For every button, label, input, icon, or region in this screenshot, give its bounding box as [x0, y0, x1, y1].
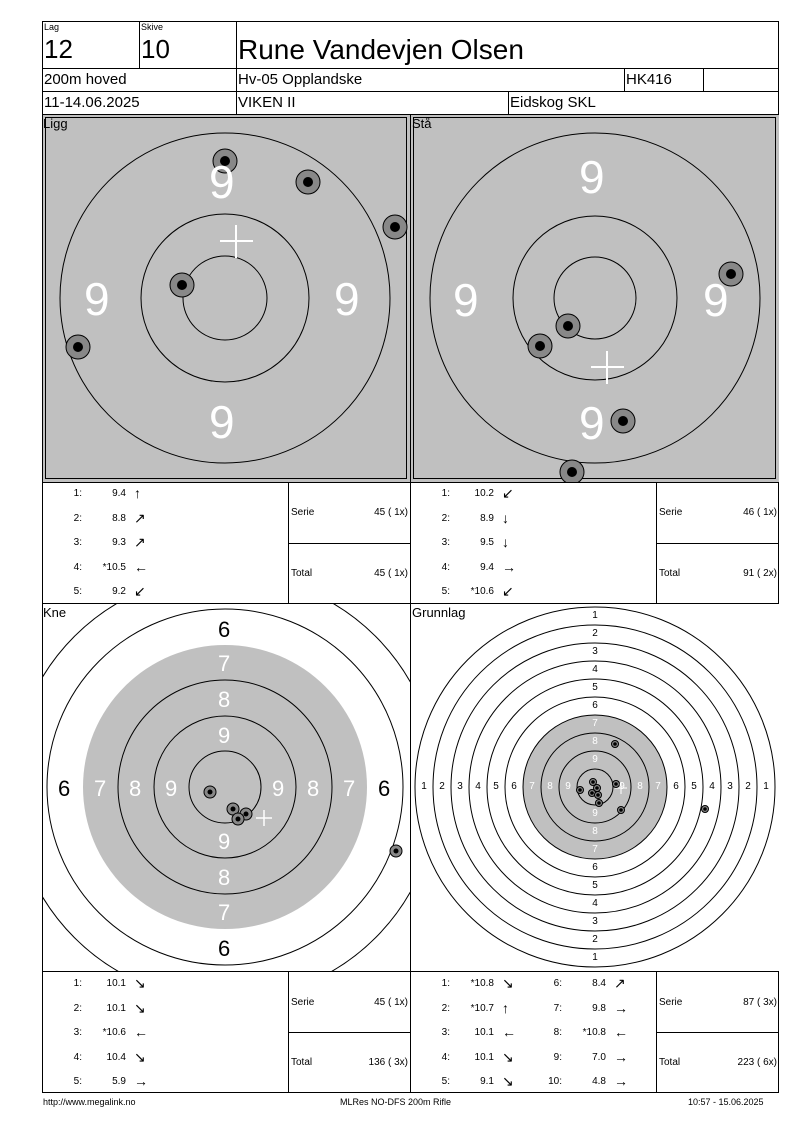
grunnlag-ring-label-1-top: 1 [592, 610, 598, 621]
kne-title: Kne [43, 605, 67, 620]
shot-hole [577, 787, 584, 794]
total-label: Total [291, 568, 313, 579]
shot-number: 2: [73, 1002, 82, 1014]
shot-score: 9.4 [112, 488, 126, 499]
shot-direction-icon: ↙ [502, 583, 514, 599]
grunnlag-ring-label-1-bottom: 1 [592, 952, 598, 963]
shot-score: 10.1 [474, 1027, 494, 1038]
staa-ring-label-bottom: 9 [579, 397, 605, 449]
shot-score: *10.6 [102, 1027, 126, 1038]
grunnlag-ring-label-4-top: 4 [592, 664, 598, 675]
grunnlag-ring-label-7-top: 7 [592, 718, 598, 729]
total-label: Total [659, 1057, 681, 1068]
grunnlag-ring-label-5-right: 5 [691, 781, 697, 792]
shot-score: 8.8 [112, 512, 126, 524]
shot-direction-icon: ↘ [134, 1048, 146, 1065]
staa-ring-label-left: 9 [453, 274, 479, 326]
shot-score: *10.6 [470, 586, 494, 597]
grunnlag-ring-label-9-left: 9 [565, 781, 571, 792]
shot-score: *10.8 [470, 978, 494, 989]
lag-value: 12 [44, 34, 73, 64]
shot-number: 4: [73, 1051, 82, 1063]
footer-timestamp: 10:57 - 15.06.2025 [688, 1097, 764, 1107]
event-name: 200m hoved [44, 71, 127, 88]
club-name: Hv-05 Opplandske [238, 71, 363, 88]
shot-number: 5: [73, 1076, 82, 1087]
shot-score: 8.9 [480, 512, 494, 524]
shot-number: 6: [553, 978, 562, 989]
kne-label-7-right: 7 [343, 776, 356, 801]
shot-direction-icon: ← [134, 558, 148, 575]
kne-label-9-left: 9 [165, 776, 178, 801]
shot-direction-icon: ← [502, 1024, 516, 1040]
serie-value: 46 ( 1x) [743, 507, 777, 518]
shot-number: 3: [73, 1027, 82, 1038]
event-dates: 11-14.06.2025 [44, 94, 140, 111]
shot-score: 7.0 [592, 1051, 606, 1063]
shot-direction-icon: → [614, 1048, 628, 1065]
shot-hole [618, 807, 625, 814]
grunnlag-ring-label-4-right: 4 [709, 781, 715, 792]
team-name: VIKEN II [238, 94, 296, 111]
shot-score: 10.1 [474, 1051, 494, 1063]
staa-title: Stå [412, 116, 432, 131]
shot-direction-icon: ↓ [502, 509, 509, 526]
serie-value: 87 ( 3x) [743, 997, 777, 1008]
kne-label-8-left: 8 [129, 776, 142, 801]
ligg-title: Ligg [43, 116, 68, 131]
shot-number: 8: [553, 1027, 562, 1038]
shot-number: 4: [441, 561, 450, 573]
grunnlag-ring-label-4-left: 4 [475, 781, 481, 792]
kne-label-7-left: 7 [94, 776, 107, 801]
footer-program: MLRes NO-DFS 200m Rifle [340, 1097, 452, 1107]
shot-direction-icon: ← [614, 1024, 628, 1040]
shot-number: 4: [73, 561, 82, 573]
grunnlag-ring-label-6-bottom: 6 [592, 862, 598, 873]
shot-direction-icon: ← [134, 1024, 148, 1040]
kne-label-8-top: 8 [218, 687, 231, 712]
kne-label-8-right: 8 [307, 776, 320, 801]
grunnlag-ring-label-2-right: 2 [745, 781, 751, 792]
shot-number: 5: [73, 586, 82, 597]
shot-direction-icon: ↘ [502, 1048, 514, 1065]
shot-number: 1: [441, 488, 450, 499]
shot-direction-icon: ↗ [614, 975, 626, 991]
kne-label-9-top: 9 [218, 723, 231, 748]
shot-direction-icon: ↓ [502, 534, 509, 550]
shot-direction-icon: ↘ [134, 999, 146, 1016]
staa-ring-label-top: 9 [579, 151, 605, 203]
shot-score: 5.9 [112, 1076, 126, 1087]
grunnlag-ring-label-9-top: 9 [592, 754, 598, 765]
shot-number: 9: [553, 1051, 562, 1063]
grunnlag-title: Grunnlag [412, 605, 466, 620]
grunnlag-ring-label-5-top: 5 [592, 682, 598, 693]
grunnlag-ring-label-2-left: 2 [439, 781, 445, 792]
kne-label-6-left: 6 [58, 776, 71, 801]
shot-direction-icon: ↘ [134, 975, 146, 991]
shot-direction-icon: ↑ [134, 485, 141, 501]
shot-score: *10.7 [470, 1002, 494, 1014]
shot-score: 10.1 [106, 978, 126, 989]
grunnlag-ring-label-7-left: 7 [529, 781, 535, 792]
grunnlag-ring-label-7-bottom: 7 [592, 844, 598, 855]
serie-value: 45 ( 1x) [374, 997, 408, 1008]
shot-score: 8.4 [592, 978, 606, 989]
shot-direction-icon: → [134, 1073, 148, 1089]
shot-hole [595, 792, 602, 799]
shot-score: 9.5 [480, 537, 494, 548]
shot-direction-icon: ↘ [502, 1073, 514, 1089]
shot-hole [702, 806, 709, 813]
shot-score: 10.2 [474, 488, 494, 499]
shot-number: 2: [441, 1002, 450, 1014]
grunnlag-ring-label-1-left: 1 [421, 781, 427, 792]
shot-direction-icon: ↘ [502, 975, 514, 991]
staa-ring-label-right: 9 [703, 274, 729, 326]
footer-url[interactable]: http://www.megalink.no [43, 1097, 136, 1107]
kne-label-9-right: 9 [272, 776, 285, 801]
grunnlag-ring-label-2-bottom: 2 [592, 934, 598, 945]
kne-label-6-top: 6 [218, 617, 231, 642]
shot-score: 9.4 [480, 561, 494, 573]
serie-label: Serie [659, 997, 683, 1008]
grunnlag-ring-label-3-bottom: 3 [592, 916, 598, 927]
shot-score: 9.8 [592, 1002, 606, 1014]
shot-direction-icon: → [614, 999, 628, 1016]
shot-direction-icon: ↗ [134, 509, 146, 526]
grunnlag-ring-label-2-top: 2 [592, 628, 598, 639]
skive-label: Skive [141, 22, 164, 32]
grunnlag-ring-label-3-top: 3 [592, 646, 598, 657]
shot-number: 2: [73, 512, 82, 524]
grunnlag-ring-label-1-right: 1 [763, 781, 769, 792]
shot-number: 1: [441, 978, 450, 989]
shot-score: *10.8 [582, 1027, 606, 1038]
shot-direction-icon: ↙ [502, 485, 514, 501]
shot-score: 9.2 [112, 586, 126, 597]
shot-score: 10.4 [106, 1051, 126, 1063]
grunnlag-ring-label-9-right: 9 [619, 781, 625, 792]
shot-score: 4.8 [592, 1076, 606, 1087]
total-label: Total [291, 1057, 313, 1068]
shot-number: 3: [441, 537, 450, 548]
shot-hole [596, 800, 603, 807]
kne-label-8-bottom: 8 [218, 865, 231, 890]
grunnlag-ring-label-5-left: 5 [493, 781, 499, 792]
grunnlag-ring-label-5-bottom: 5 [592, 880, 598, 891]
shot-score: *10.5 [102, 561, 126, 573]
grunnlag-ring-label-3-left: 3 [457, 781, 463, 792]
total-label: Total [659, 568, 681, 579]
total-value: 136 ( 3x) [368, 1057, 408, 1068]
kne-label-6-right: 6 [378, 776, 391, 801]
ligg-ring-label-right: 9 [334, 273, 360, 325]
range-name: Eidskog SKL [510, 94, 596, 111]
grunnlag-ring-label-8-left: 8 [547, 781, 553, 792]
kne-label-7-bottom: 7 [218, 900, 231, 925]
serie-label: Serie [659, 507, 683, 518]
grunnlag-ring-label-7-right: 7 [655, 781, 661, 792]
kne-label-6-bottom: 6 [218, 936, 231, 961]
shot-number: 4: [441, 1051, 450, 1063]
shot-direction-icon: ↑ [502, 999, 509, 1016]
shot-score: 9.1 [480, 1076, 494, 1087]
ligg-ring-label-top: 9 [209, 156, 235, 208]
shot-score: 9.3 [112, 537, 126, 548]
grunnlag-ring-label-8-top: 8 [592, 736, 598, 747]
total-value: 223 ( 6x) [737, 1057, 777, 1068]
grunnlag-ring-label-4-bottom: 4 [592, 898, 598, 909]
skive-value: 10 [141, 34, 170, 64]
serie-value: 45 ( 1x) [374, 507, 408, 518]
ligg-ring-label-bottom: 9 [209, 396, 235, 448]
shot-direction-icon: ↙ [134, 583, 146, 599]
shot-direction-icon: → [502, 558, 516, 575]
shot-direction-icon: → [614, 1073, 628, 1089]
serie-label: Serie [291, 507, 315, 518]
grunnlag-ring-label-8-right: 8 [637, 781, 643, 792]
shot-number: 2: [441, 512, 450, 524]
shot-number: 3: [73, 537, 82, 548]
grunnlag-ring-label-6-right: 6 [673, 781, 679, 792]
shot-number: 10: [548, 1076, 562, 1087]
ligg-ring-label-left: 9 [84, 273, 110, 325]
weapon-name: HK416 [626, 71, 672, 88]
shot-number: 1: [73, 978, 82, 989]
kne-label-7-top: 7 [218, 651, 231, 676]
shot-number: 5: [441, 1076, 450, 1087]
total-value: 45 ( 1x) [374, 568, 408, 579]
serie-label: Serie [291, 997, 315, 1008]
shot-number: 1: [73, 488, 82, 499]
grunnlag-ring-label-3-right: 3 [727, 781, 733, 792]
shot-score: 10.1 [106, 1002, 126, 1014]
kne-label-9-bottom: 9 [218, 829, 231, 854]
shooter-name: Rune Vandevjen Olsen [238, 34, 524, 65]
grunnlag-ring-label-6-top: 6 [592, 700, 598, 711]
total-value: 91 ( 2x) [743, 568, 777, 579]
shot-hole [612, 741, 619, 748]
shot-number: 7: [553, 1002, 562, 1014]
shot-direction-icon: ↗ [134, 534, 146, 550]
shot-number: 5: [441, 586, 450, 597]
grunnlag-ring-label-6-left: 6 [511, 781, 517, 792]
grunnlag-ring-label-9-bottom: 9 [592, 808, 598, 819]
grunnlag-ring-label-8-bottom: 8 [592, 826, 598, 837]
lag-label: Lag [44, 22, 60, 32]
shot-number: 3: [441, 1027, 450, 1038]
